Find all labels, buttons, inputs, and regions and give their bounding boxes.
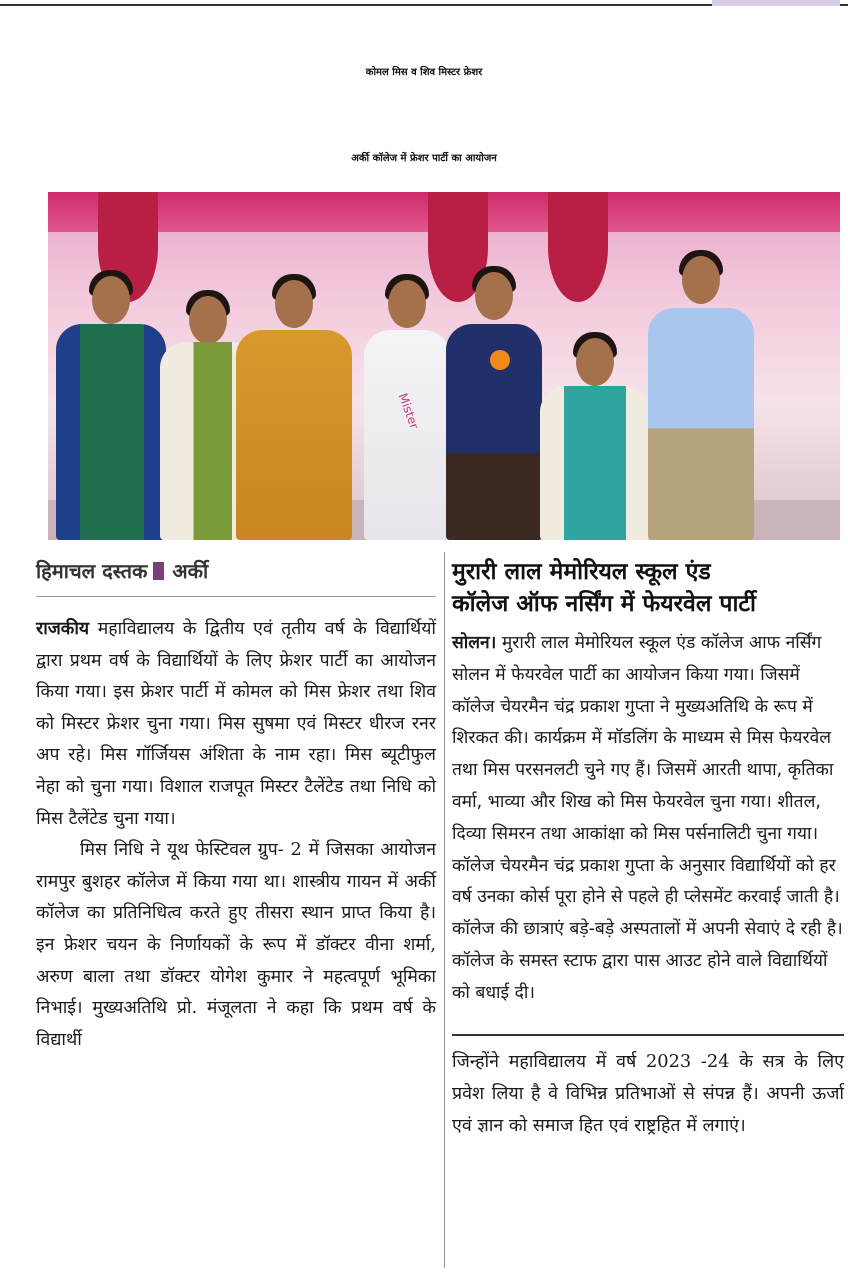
news-photo bbox=[48, 192, 840, 540]
rosette-badge bbox=[490, 350, 510, 370]
sidebar-body-text: मुरारी लाल मेमोरियल स्कूल एंड कॉलेज आफ नर्सिंग सोलन में फेयरवेल पार्टी का आयोजन किया गया। जिसमें कॉलेज चेयरमैन चंद्र प्रकाश गुप्ता ने मुख्यअतिथि के रूप में शिरकत की। कार्यक्रम में मॉडलिंग के माध्यम से मिस फेयरवेल तथा मिस परसनलटी चुने गए हैं। जिसमें आरती थापा, कृतिका वर्मा, भाव्या और शिख को मिस फेयरवेल चुना गया। शीतल, दिव्या सिमरन तथा आकांक्षा को मिस पर्सनालिटी चुना गया। कॉलेज चेयरमैन चंद्र प्रकाश गुप्ता के अनुसार विद्यार्थियों को हर वर्ष उनका कोर्स पूरा होने से पहले ही प्लेसमेंट करवाई जाती है। कॉलेज की छात्राएं बड़े-बड़े अस्पतालों में अपनी सेवाएं दे रही है। कॉलेज के समस्त स्टाफ द्वारा पास आउट होने वाले विद्यार्थियों को बधाई दी। bbox=[452, 633, 843, 1003]
article-lead-word: राजकीय bbox=[36, 618, 90, 639]
article-paragraph-2: मिस निधि ने यूथ फेस्टिवल ग्रुप- 2 में जिसका आयोजन रामपुर बुशहर कॉलेज में किया गया था। शास्त्रीय गायन में अर्की कॉलेज का प्रतिनिधित्व करते हुए तीसरा स्थान प्राप्त किया है। इन फ्रेशर चयन के निर्णायकों के रूप में डॉक्टर वीना शर्मा, अरुण बाला तथा डॉक्टर योगेश कुमार ने महत्वपूर्ण भूमिका निभाई। मुख्यअतिथि प्रो. मंजूलता ने कहा कि प्रथम वर्ष के विद्यार्थी bbox=[36, 840, 436, 1050]
article-paragraph-1 bbox=[36, 613, 436, 835]
sash-label: Mister bbox=[395, 391, 422, 431]
sidebar-article bbox=[452, 556, 844, 1142]
sidebar-lead-word: सोलन। bbox=[452, 633, 497, 653]
sidebar-body bbox=[452, 628, 844, 1010]
sidebar-rule bbox=[452, 1034, 844, 1036]
main-headline: कोमल मिस व शिव मिस्टर फ्रेशर bbox=[365, 67, 483, 78]
byline-source: हिमाचल दस्तक bbox=[36, 559, 148, 583]
byline-place: अर्की bbox=[172, 559, 209, 583]
person-4-mister-fresher bbox=[364, 234, 450, 540]
person-6 bbox=[540, 262, 650, 540]
byline-separator bbox=[153, 562, 164, 580]
byline-rule bbox=[36, 596, 436, 597]
article-body bbox=[36, 613, 436, 1056]
person-7 bbox=[648, 222, 754, 540]
article-paragraph-1-text: महाविद्यालय के द्वितीय एवं तृतीय वर्ष के विद्यार्थियों द्वारा प्रथम वर्ष के विद्यार्थियों के लिए फ्रेशर पार्टी का आयोजन किया गया। इस फ्रेशर पार्टी में कोमल को मिस फ्रेशर तथा शिव को मिस्टर फ्रेशर चुना गया। मिस सुषमा एवं मिस्टर धीरज रनर अप रहे। मिस गॉर्जियस अंशिता के नाम रहा। मिस ब्यूटीफुल नेहा को चुना गया। विशाल राजपूत मिस्टर टैलेंटेड तथा निधि को मिस टैलेंटेड चुना गया। bbox=[36, 619, 436, 829]
byline bbox=[36, 556, 436, 586]
person-5 bbox=[446, 230, 542, 540]
person-3-miss-fresher bbox=[236, 234, 352, 540]
article-continuation: जिन्होंने महाविद्यालय में वर्ष 2023 -24 के सत्र के लिए प्रवेश लिया है वे विभिन्न प्रतिभाओं से संपन्न हैं। अपनी ऊर्जा एवं ज्ञान को समाज हित एवं राष्ट्रहित में लगाएं। bbox=[452, 1050, 844, 1136]
column-divider bbox=[444, 552, 445, 1268]
main-article bbox=[36, 556, 436, 1056]
top-accent-bar bbox=[712, 0, 840, 6]
sidebar-headline-line-1: मुरारी लाल मेमोरियल स्कूल एंड bbox=[452, 559, 711, 585]
sidebar-headline-line-2: कॉलेज ऑफ नर्सिंग में फेयरवेल पार्टी bbox=[452, 591, 756, 617]
person-1 bbox=[56, 232, 166, 540]
sub-headline: अर्की कॉलेज में फ्रेशर पार्टी का आयोजन bbox=[351, 153, 497, 164]
